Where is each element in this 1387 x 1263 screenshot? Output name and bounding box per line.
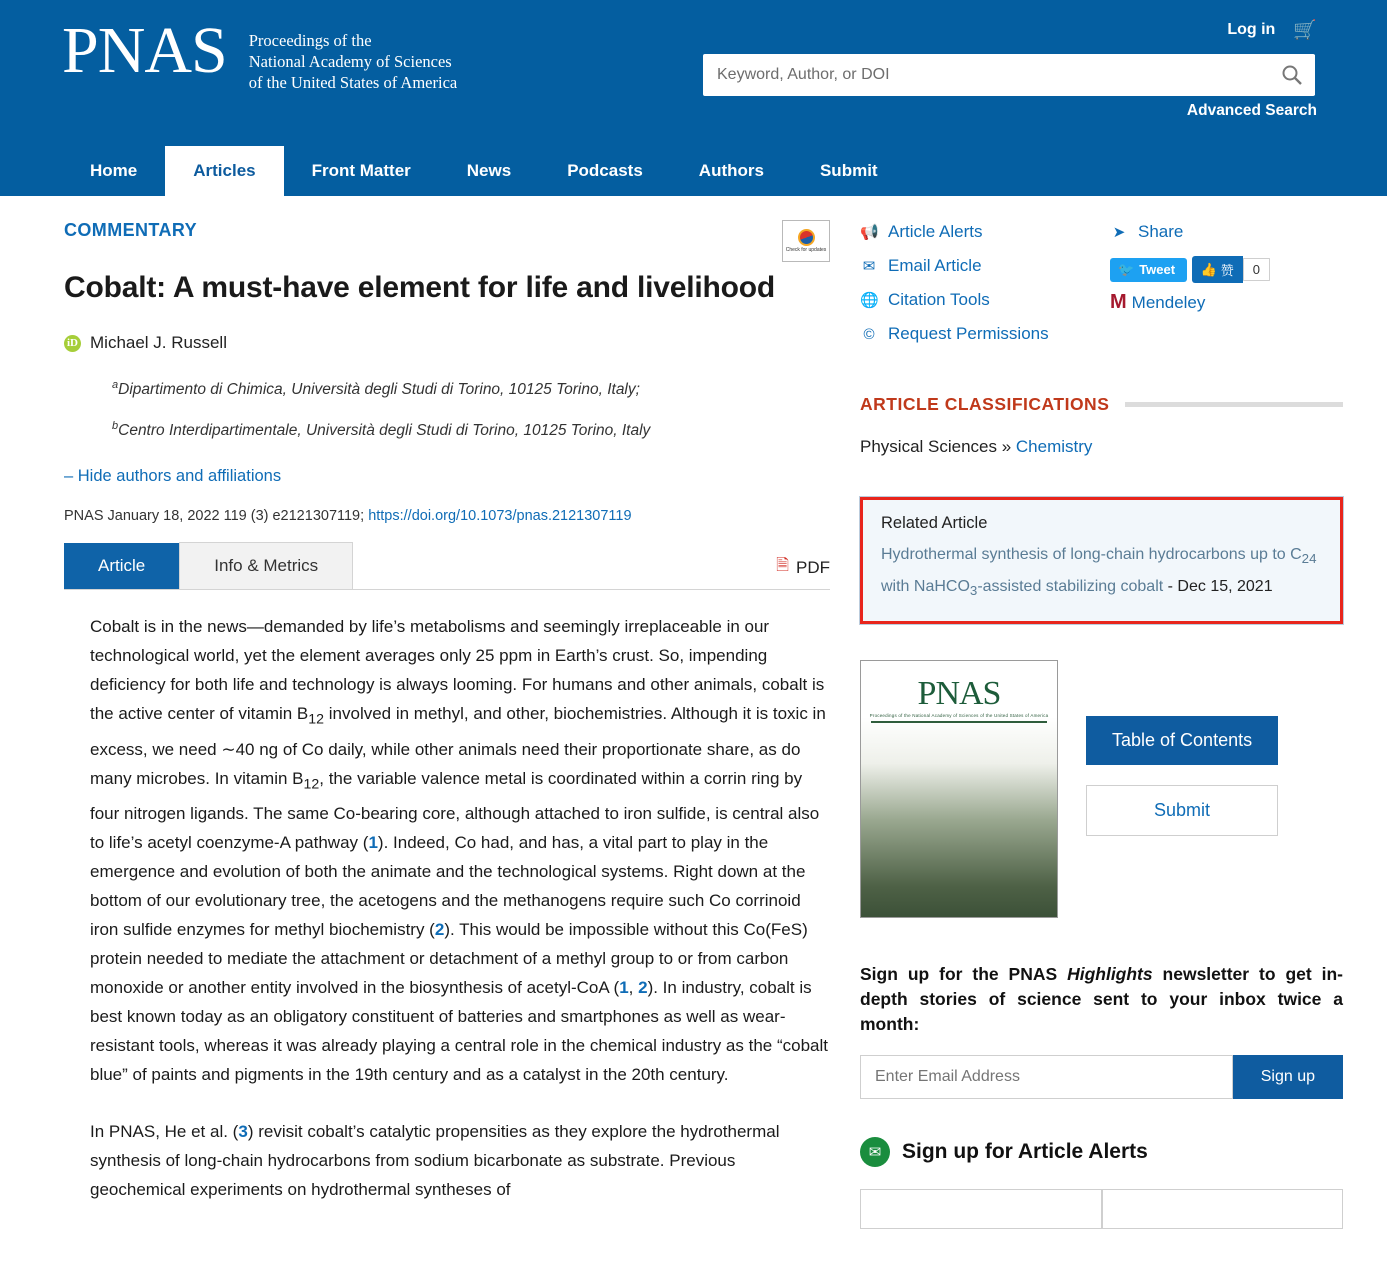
related-seg-0: Hydrothermal synthesis of long-chain hydrocarbons up to C [881,546,1302,563]
envelope-icon-alerts: ✉ [860,1137,890,1167]
newsletter-seg-2: newsletter to get in-depth stories of science sent to your inbox twice a month: [860,964,1343,1035]
logo-subtitle-line-2: National Academy of Sciences [248,52,452,71]
zan-count: 0 [1243,258,1270,281]
search-button[interactable] [1269,55,1315,95]
alerts-field-left[interactable] [860,1189,1102,1229]
article-alerts-link[interactable] [860,222,1110,242]
pdf-download-link[interactable] [776,554,830,589]
crossmark-label: Check for updates [785,247,827,253]
ref-link-1[interactable]: 1 [368,833,378,853]
zan-label: 赞 [1220,263,1234,278]
zan-button[interactable] [1192,256,1270,283]
logo-subtitle-line-1: Proceedings of the [248,31,372,50]
classification-parent: Physical Sciences » [860,437,1016,456]
related-article-box [860,497,1343,624]
p1-seg-4: , the variable valence metal is coordinated within a corrin ring by four nitrogen ligands. The same Co-bearing core, although attached to iron sulfide, is central also to life’s acetyl coenzyme-A pathway ( [90,768,820,853]
zan-main [1192,256,1243,283]
tweet-label: Tweet [1139,262,1176,277]
request-permissions-link[interactable] [860,324,1110,344]
site-header [0,0,1387,196]
logo-subtitle-line-3: of the United States of America [248,73,458,92]
p2-seg-2: ) revisit cobalt’s catalytic propensities as they explore the hydrothermal synthesis of long-chain hydrocarbons from sodium bicarbonate as substrate. Previous geochemical experiments on hydrothermal syntheses of [90,1122,780,1200]
classification-link-chemistry[interactable]: Chemistry [1015,437,1093,456]
email-field[interactable] [860,1055,1233,1099]
share-icon: ➤ [1112,224,1126,241]
affiliation-b [112,416,830,441]
orcid-icon[interactable]: iD [64,335,81,352]
issue-cover-row [860,660,1343,918]
tab-info-metrics[interactable]: Info & Metrics [179,542,353,589]
crossmark-check-for-updates[interactable] [782,220,830,262]
nav-item-submit[interactable]: Submit [819,161,878,180]
ref-link-2b[interactable]: 2 [638,978,648,998]
article-column [0,196,860,1232]
copyright-icon: © [863,325,875,343]
login-link[interactable]: Log in [1227,21,1276,38]
twitter-icon: 🐦 [1118,261,1135,277]
header-account-area [1227,18,1317,42]
p1-seg-8: ). This would be impossible without this Co(FeS) protein needed to mediate the attachment or detachment of a methyl group to or from carbon monoxide or another entity involved in the biosynthesis of acetyl-CoA ( [90,920,808,998]
related-article-heading: Related Article [881,514,988,532]
article-tools-left [860,222,1110,358]
advanced-search-link[interactable]: Advanced Search [1186,102,1317,119]
nav-item-articles[interactable]: Articles [165,146,283,196]
p1-seg-6: ). Indeed, Co had, and has, a vital part to play in the emergence and evolution of both the animate and the technological systems. Right down at the bottom of our evolutionary tree, the acetogens and the methanogens require such Co corrinoid iron sulfide enzymes for methyl biochemistry ( [90,833,806,940]
page-title: Cobalt: A must-have element for life and livelihood [64,271,776,304]
article-type-label: COMMENTARY [64,220,197,240]
crossmark-icon [798,229,815,246]
p1-sub-3: 12 [303,776,320,793]
citation-line [64,508,830,524]
related-sub-3: 3 [969,583,978,599]
tab-article[interactable]: Article [64,543,179,589]
related-article-link[interactable] [881,541,1324,605]
related-seg-2: with NaHCO [881,578,970,596]
article-alerts-fields [860,1189,1343,1229]
mendeley-link[interactable] [1110,291,1340,314]
article-alerts-heading: Sign up for Article Alerts [902,1140,1148,1164]
search-icon [1281,64,1303,86]
cart-icon[interactable]: 🛒 [1293,20,1317,41]
page-body [0,196,1387,1232]
doi-link[interactable]: https://doi.org/10.1073/pnas.2121307119 [368,508,632,525]
affiliation-a [112,375,830,400]
affiliation-a-text: Dipartimento di Chimica, Università degli Studi di Torino, 10125 Torino, Italy; [118,381,640,399]
mendeley-label: Mendeley [1131,292,1206,312]
article-paragraph-2 [90,1117,830,1204]
p1-seg-2: involved in methyl, and other, biochemistries. Although it is toxic in excess, we need ∼40 ng of Co daily, while other animals need their proportionate share, as do many microbes. In vitamin B [90,704,826,788]
search-input[interactable] [703,55,1269,95]
ref-link-3[interactable]: 3 [238,1122,248,1142]
thumbs-up-icon: 👍 [1200,261,1217,277]
section-divider [1125,402,1343,407]
mendeley-icon: M [1110,291,1124,313]
globe-icon: 🌐 [860,292,879,309]
submit-button[interactable]: Submit [1086,785,1278,836]
affiliation-b-marker: b [112,420,119,433]
p1-seg-10: , [628,978,639,998]
tweet-button[interactable] [1110,258,1187,282]
article-share-tools [1110,222,1340,358]
email-article-label: Email Article [888,256,982,275]
nav-item-news[interactable]: News [466,161,512,180]
email-article-link[interactable] [860,256,1110,276]
signup-button[interactable]: Sign up [1233,1055,1343,1099]
article-paragraph-1 [90,612,830,1089]
article-header [64,220,830,524]
logo-subtitle [249,30,457,93]
cover-caption: Proceedings of the National Academy of Sciences of the United States of America [869,713,1049,719]
p1-seg-12: ). In industry, cobalt is best known today as an obligatory constituent of batteries and smartphones as well as wear-resistant tools, whereas it was already playing a central role in the chemical industry as the “cobalt blue” of paints and pigments in the 19th century and as a catalyst in the 20th century. [90,978,828,1085]
cover-logo: PNAS [917,675,1001,713]
search-bar [703,54,1315,96]
megaphone-icon: 📢 [860,224,879,241]
pdf-label: PDF [796,557,830,577]
main-navigation [0,136,1387,196]
article-tabs [64,542,830,590]
pdf-icon: 🗎 [776,557,789,575]
newsletter-highlights: Highlights [1067,964,1153,985]
author-row [64,333,830,353]
header-top [0,0,1387,136]
related-sub-1: 24 [1301,551,1317,567]
nav-item-authors[interactable]: Authors [698,161,764,180]
nav-item-home[interactable]: Home [90,161,138,180]
related-seg-4: -assisted stabilizing cobalt [977,578,1164,596]
issue-buttons [1086,660,1278,918]
article-tools [860,222,1343,358]
ref-link-1b[interactable]: 1 [619,978,629,998]
nav-item-podcasts[interactable]: Podcasts [567,161,643,180]
newsletter-signup-form [860,1055,1343,1099]
logo-text: PNAS [62,14,227,87]
affiliation-b-text: Centro Interdipartimentale, Università degli Studi di Torino, 10125 Torino, Italy [118,422,651,440]
article-classifications-title: ARTICLE CLASSIFICATIONS [860,394,1110,414]
newsletter-seg-0: Sign up for the PNAS [860,964,1068,985]
classification-breadcrumb [860,437,1343,457]
cover-divider [871,721,1047,723]
article-alerts-header [860,1137,1343,1167]
share-link[interactable] [1110,222,1340,242]
request-permissions-label: Request Permissions [888,324,1049,343]
table-of-contents-button[interactable]: Table of Contents [1086,716,1278,765]
nav-item-front-matter[interactable]: Front Matter [311,161,411,180]
citation-tools-label: Citation Tools [888,290,990,309]
related-article-date: - Dec 15, 2021 [1163,578,1273,596]
sidebar [860,196,1387,1232]
share-label: Share [1138,222,1184,241]
envelope-icon: ✉ [862,258,876,275]
p1-sub-1: 12 [308,711,325,728]
author-name[interactable]: Michael J. Russell [90,333,227,352]
affiliation-a-marker: a [112,379,119,391]
alerts-field-right[interactable] [1102,1189,1344,1229]
issue-cover-image[interactable] [860,660,1058,918]
site-logo[interactable] [62,14,458,93]
p1-seg-0: Cobalt is in the news—demanded by life’s metabolisms and seemingly irreplaceable in our technological world, yet the element averages only 25 ppm in Earth’s crust. So, impending deficiency for both life and technology is always looming. For humans and other animals, cobalt is the active center of vitamin B [90,617,825,724]
article-alerts-label: Article Alerts [888,222,983,241]
ref-link-2[interactable]: 2 [434,920,445,940]
p2-seg-0: In PNAS, He et al. ( [90,1122,239,1142]
article-classifications-header [860,394,1343,415]
citation-text: PNAS January 18, 2022 119 (3) e2121307119; [64,508,369,525]
newsletter-prompt [860,962,1343,1037]
citation-tools-link[interactable] [860,290,1110,310]
hide-authors-toggle[interactable]: – Hide authors and affiliations [64,467,282,486]
